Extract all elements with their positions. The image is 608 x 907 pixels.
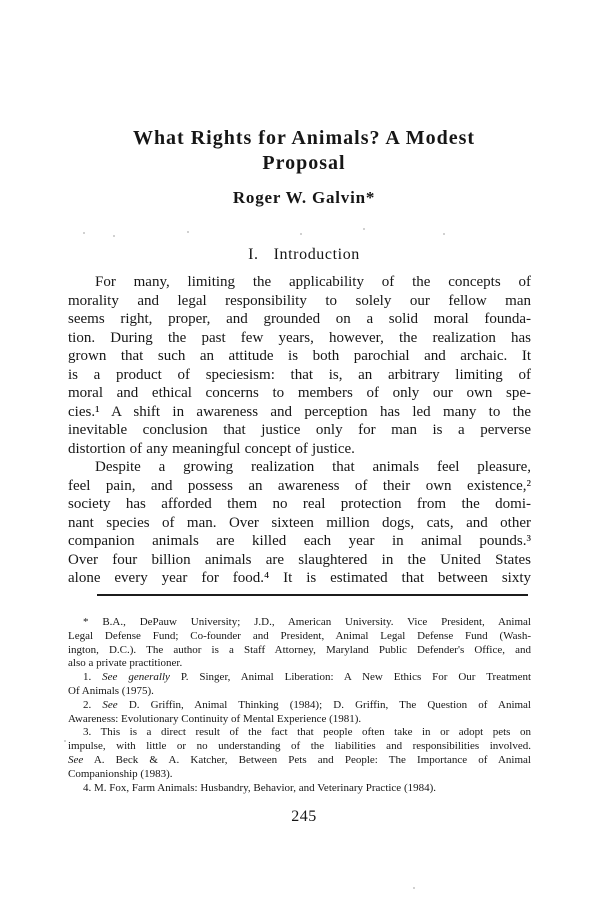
footnote-star-line: * B.A., DePauw University; J.D., American University. Vice President, Animal [83, 616, 531, 628]
footnote-1-number: 1. [83, 671, 103, 684]
paragraph-2-line: Over four billion animals are slaughtered in the United States [68, 551, 531, 568]
footnote-separator-rule [97, 594, 528, 596]
author-byline: Roger W. Galvin* [232, 188, 376, 207]
article-title [0, 126, 608, 176]
scan-speck [413, 887, 415, 889]
footnote-star-line: Legal Defense Fund; Co-founder and President, Animal Legal Defense Fund (Wash- [68, 629, 531, 642]
footnote-2-signal: See [102, 698, 118, 711]
footnote-3-line: 3. This is a direct result of the fact that people often take in or adopt pets on [83, 726, 531, 739]
footnote-3-text: A. Beck & A. Katcher, Between Pets and People: The Importance of Animal [83, 753, 531, 766]
footnote-1-signal: See generally [102, 671, 170, 684]
paragraph-1-line: morality and legal responsibility to solely our fellow man [68, 292, 531, 309]
footnote-star-line: ington, D.C.). The author is a Staff Attorney, Maryland Public Defender's Office, and [68, 643, 531, 656]
scan-speck [64, 740, 66, 742]
paragraph-1-line: distortion of any meaningful concept of justice. [68, 440, 355, 457]
article-title-line-1: What Rights for Animals? A Modest [132, 127, 476, 149]
paragraph-1-line: moral and ethical concerns to members of only our own spe- [68, 385, 531, 401]
scan-speck [113, 235, 115, 237]
footnote-2-line: Awareness: Evolutionary Continuity of Mental Experience (1981). [68, 712, 362, 725]
scan-speck [363, 228, 365, 230]
scan-speck [300, 233, 302, 235]
footnote-3-signal: See [68, 753, 84, 766]
paragraph-1-line: seems right, proper, and grounded on a solid moral founda- [68, 311, 531, 327]
paragraph-2-line: society has afforded them no real protection from the domi- [68, 496, 531, 512]
section-numeral: I. [248, 246, 259, 263]
footnote-3-line: Companionship (1983). [68, 767, 173, 780]
paragraph-1-line: grown that such an attitude is both parochial and archaic. It [68, 348, 531, 364]
footnote-2-line [68, 699, 531, 713]
paragraph-2-line: companion animals are killed each year in animal pounds.³ [68, 533, 531, 549]
section-heading [0, 246, 608, 264]
footnote-1-line: Of Animals (1975). [68, 684, 154, 697]
footnote-3-line [68, 754, 531, 768]
article-title-line-2: Proposal [262, 152, 346, 174]
footnote-1-line [68, 671, 531, 685]
footnote-4-line: 4. M. Fox, Farm Animals: Husbandry, Behavior, and Veterinary Practice (1984). [83, 781, 437, 794]
footnote-3-line: impulse, with little or no understanding of the liabilities and responsibilities involved. [68, 740, 531, 753]
footnote-star-line: also a private practitioner. [68, 657, 183, 670]
footnote-2-text: D. Griffin, Animal Thinking (1984); D. Griffin, The Question of Animal [117, 698, 531, 711]
footnotes-block [68, 616, 531, 795]
scan-speck [187, 231, 189, 233]
footnote-1-text: P. Singer, Animal Liberation: A New Ethics For Our Treatment [169, 671, 532, 684]
paragraph-1-line: is a product of speciesism: that is, an arbitrary limiting of [68, 366, 531, 383]
paragraph-1-line: cies.¹ A shift in awareness and perception has led many to the [68, 403, 531, 420]
paragraph-1-line: inevitable conclusion that justice only for man is a perverse [68, 422, 531, 438]
paragraph-2-line: alone every year for food.⁴ It is estimated that between sixty [68, 570, 531, 586]
scan-speck [83, 232, 85, 234]
section-title: Introduction [273, 246, 360, 263]
body-text [68, 273, 531, 588]
paragraph-1-line: For many, limiting the applicability of the concepts of [95, 274, 531, 290]
paragraph-2-line: feel pain, and possess an awareness of their own existence,² [68, 477, 531, 494]
scan-speck [443, 233, 445, 235]
footnote-2-number: 2. [83, 698, 103, 711]
page-number: 245 [291, 808, 317, 825]
paragraph-2-line: nant species of man. Over sixteen million dogs, cats, and other [68, 514, 531, 531]
paragraph-1-line: tion. During the past few years, however, the realization has [68, 329, 531, 346]
paragraph-2-line: Despite a growing realization that animals feel pleasure, [95, 459, 531, 475]
